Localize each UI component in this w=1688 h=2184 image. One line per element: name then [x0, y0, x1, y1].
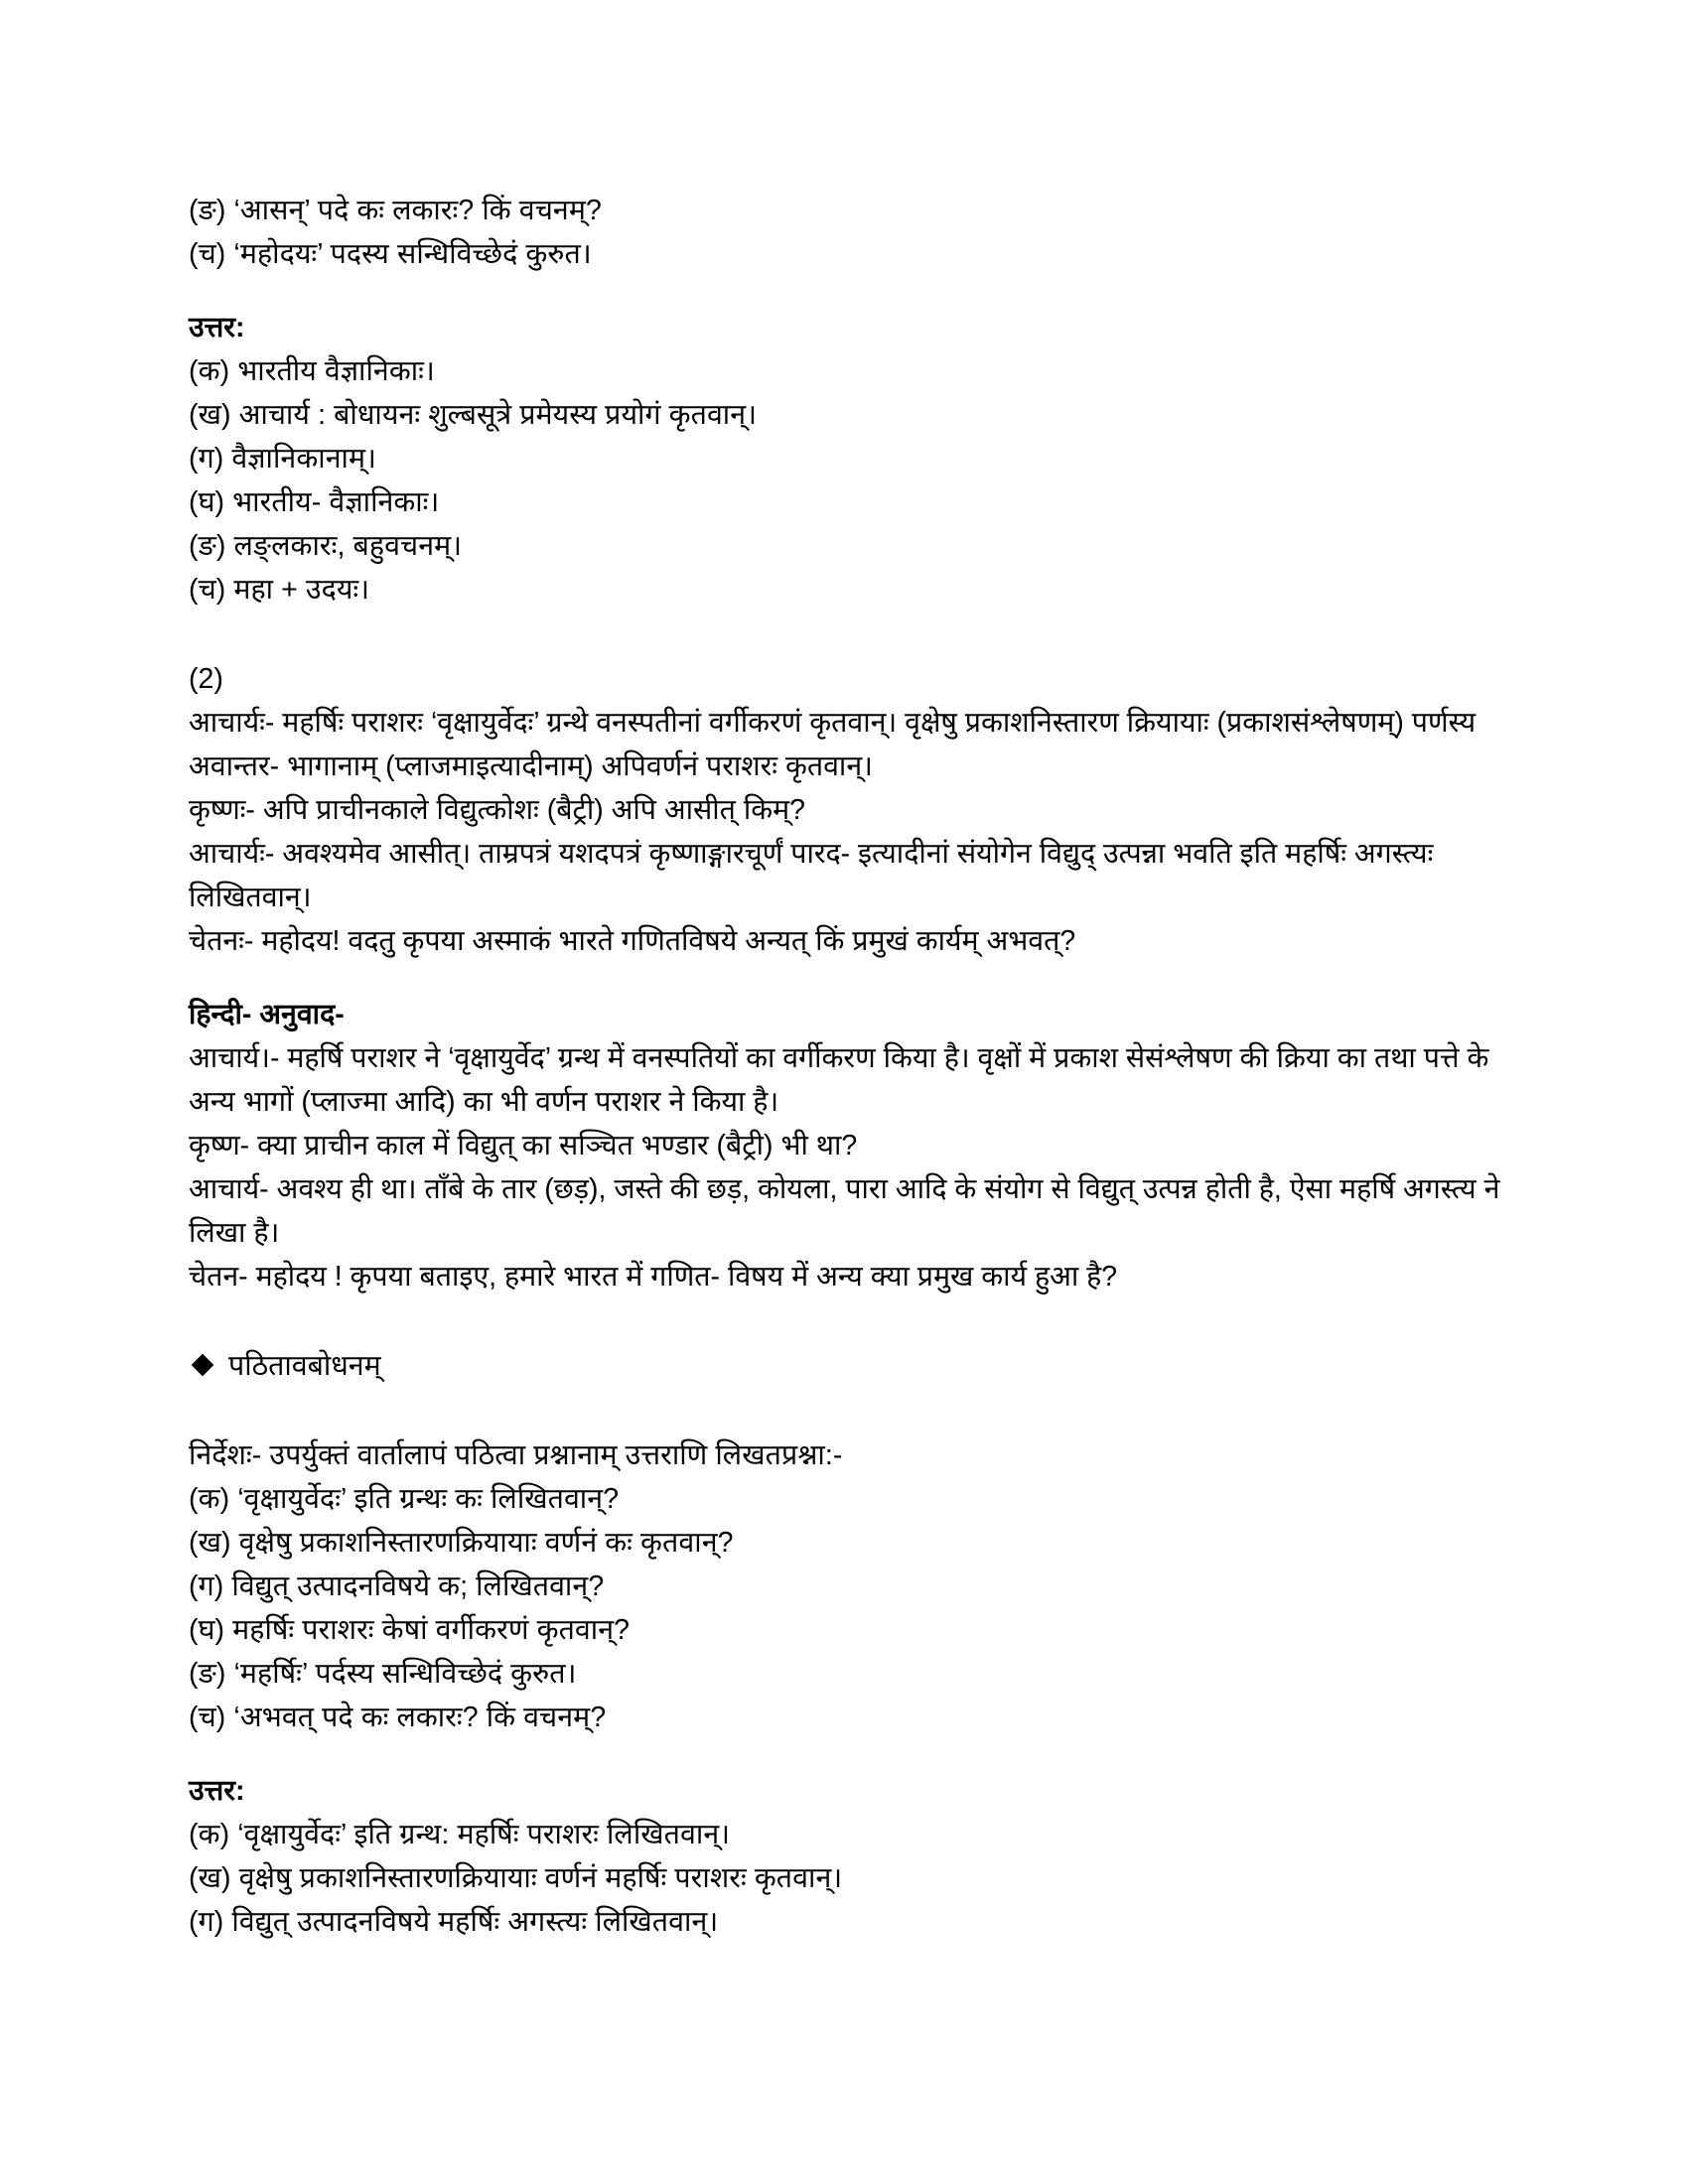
question-item: (ख) वृक्षेषु प्रकाशनिस्तारणक्रियायाः वर्णनं कः कृतवान्? — [189, 1527, 734, 1559]
answers-list-1 — [189, 349, 1514, 612]
answers-heading-1: उत्तर: — [189, 312, 245, 343]
answer-item: (घ) भारतीय- वैज्ञानिकाः। — [189, 486, 440, 518]
comprehension-questions-list — [189, 1477, 1514, 1739]
dialogue-line: आचार्यः- अवश्यमेव आसीत्। ताम्रपत्रं यशदपत्रं कृष्णाङ्गारचूर्णं पारद- इत्यादीनां संयोगेन विद्युद् उत्पन्ना भवति इति महर्षिः अगस्त्यः लिखितवान्। — [189, 838, 1434, 913]
dialogue-line: आचार्यः- महर्षिः पराशरः ‘वृक्षायुर्वेदः’ ग्रन्थे वनस्पतीनां वर्गीकरणं कृतवान्। वृक्षेषु प्रकाशनिस्तारण क्रियायाः (प्रकाशसंश्लेषणम्) पर्णस्य अवान्तर- भागानाम् (प्लाजमाइत्यादीनाम्) अपिवर्णनं पराशरः कृतवान्। — [189, 707, 1477, 782]
hindi-dialogue — [189, 1036, 1514, 1298]
question-item: (ङ) ‘महर्षिः’ पर्दस्य सन्धिविच्छेदं कुरुत। — [189, 1658, 577, 1690]
dialogue-line: कृष्ण- क्या प्राचीन काल में विद्युत् का सञ्चित भण्डार (बैट्री) भी था? — [189, 1130, 858, 1161]
dialogue-line: कृष्णः- अपि प्राचीनकाले विद्युत्कोशः (बैट्री) अपि आसीत् किम्? — [189, 794, 805, 826]
question-item: (च) ‘महोदयः’ पदस्य सन्धिविच्छेदं कुरुत। — [189, 238, 592, 270]
instruction-text: निर्देशः- उपर्युक्तं वार्तालापं पठित्वा प्रश्नानाम् उत्तराणि लिखतप्रश्ना:- — [189, 1439, 843, 1471]
answers-list-2 — [189, 1813, 1514, 1944]
translation-heading: हिन्दी- अनुवाद- — [189, 999, 345, 1030]
spacer — [189, 1739, 1514, 1769]
spacer — [189, 612, 1514, 657]
dialogue-line: आचार्य।- महर्षि पराशर ने ‘वृक्षायुर्वेद’ ग्रन्थ में वनस्पतियों का वर्गीकरण किया है। वृक्षों में प्रकाश सेसंश्लेषण की क्रिया का तथा पत्ते के अन्य भागों (प्लाज्मा आदि) का भी वर्णन पराशर ने किया है। — [189, 1042, 1489, 1118]
answer-item: (क) भारतीय वैज्ञानिकाः। — [189, 355, 435, 387]
diamond-bullet-icon — [192, 1354, 214, 1377]
answer-item: (ग) वैज्ञानिकानाम्। — [189, 443, 377, 475]
spacer — [189, 276, 1514, 306]
dialogue-line: चेतनः- महोदय! वदतु कृपया अस्माकं भारते गणितविषये अन्यत् किं प्रमुखं कार्यम् अभवत्? — [189, 925, 1076, 957]
bullet-heading-label: पठितावबोधनम् — [228, 1350, 381, 1382]
question-item: (ग) विद्युत् उत्पादनविषये क; लिखितवान्? — [189, 1570, 605, 1602]
question-item: (घ) महर्षिः पराशरः केषां वर्गीकरणं कृतवान्? — [189, 1614, 631, 1646]
spacer — [189, 1298, 1514, 1344]
question-item: (ङ) ‘आसन्’ पदे कः लकारः? किं वचनम्? — [189, 195, 602, 226]
answer-item: (ङ) लङ्लकारः, बहुवचनम्। — [189, 530, 463, 562]
top-questions-group — [189, 189, 1514, 276]
dialogue-line: चेतन- महोदय ! कृपया बताइए, हमारे भारत में गणित- विषय में अन्य क्या प्रमुख कार्य हुआ है? — [189, 1261, 1118, 1293]
spacer — [189, 963, 1514, 993]
answer-item: (ग) विद्युत् उत्पादनविषये महर्षिः अगस्त्यः लिखितवान्। — [189, 1906, 719, 1938]
dialogue-line: आचार्य- अवश्य ही था। ताँबे के तार (छड़), जस्ते की छड़, कोयला, पारा आदि के संयोग से विद्युत् उत्पन्न होती है, ऐसा महर्षि अगस्त्य ने लिखा है। — [189, 1173, 1500, 1249]
question-item: (च) ‘अभवत् पदे कः लकारः? किं वचनम्? — [189, 1702, 607, 1733]
question-item: (क) ‘वृक्षायुर्वेदः’ इति ग्रन्थः कः लिखितवान्? — [189, 1483, 620, 1515]
answer-item: (क) ‘वृक्षायुर्वेदः’ इति ग्रन्थ: महर्षिः पराशरः लिखितवान्। — [189, 1819, 731, 1850]
section-number: (2) — [189, 663, 223, 695]
answer-item: (च) महा + उदयः। — [189, 574, 370, 606]
answer-item: (ख) वृक्षेषु प्रकाशनिस्तारणक्रियायाः वर्णनं महर्षिः पराशरः कृतवान्। — [189, 1862, 843, 1894]
answers-heading-2: उत्तर: — [189, 1775, 245, 1807]
spacer — [189, 1388, 1514, 1433]
bullet-heading-row — [189, 1344, 1514, 1388]
sanskrit-dialogue — [189, 701, 1514, 963]
answer-item: (ख) आचार्य : बोधायनः शुल्बसूत्रे प्रमेयस्य प्रयोगं कृतवान्। — [189, 399, 758, 431]
